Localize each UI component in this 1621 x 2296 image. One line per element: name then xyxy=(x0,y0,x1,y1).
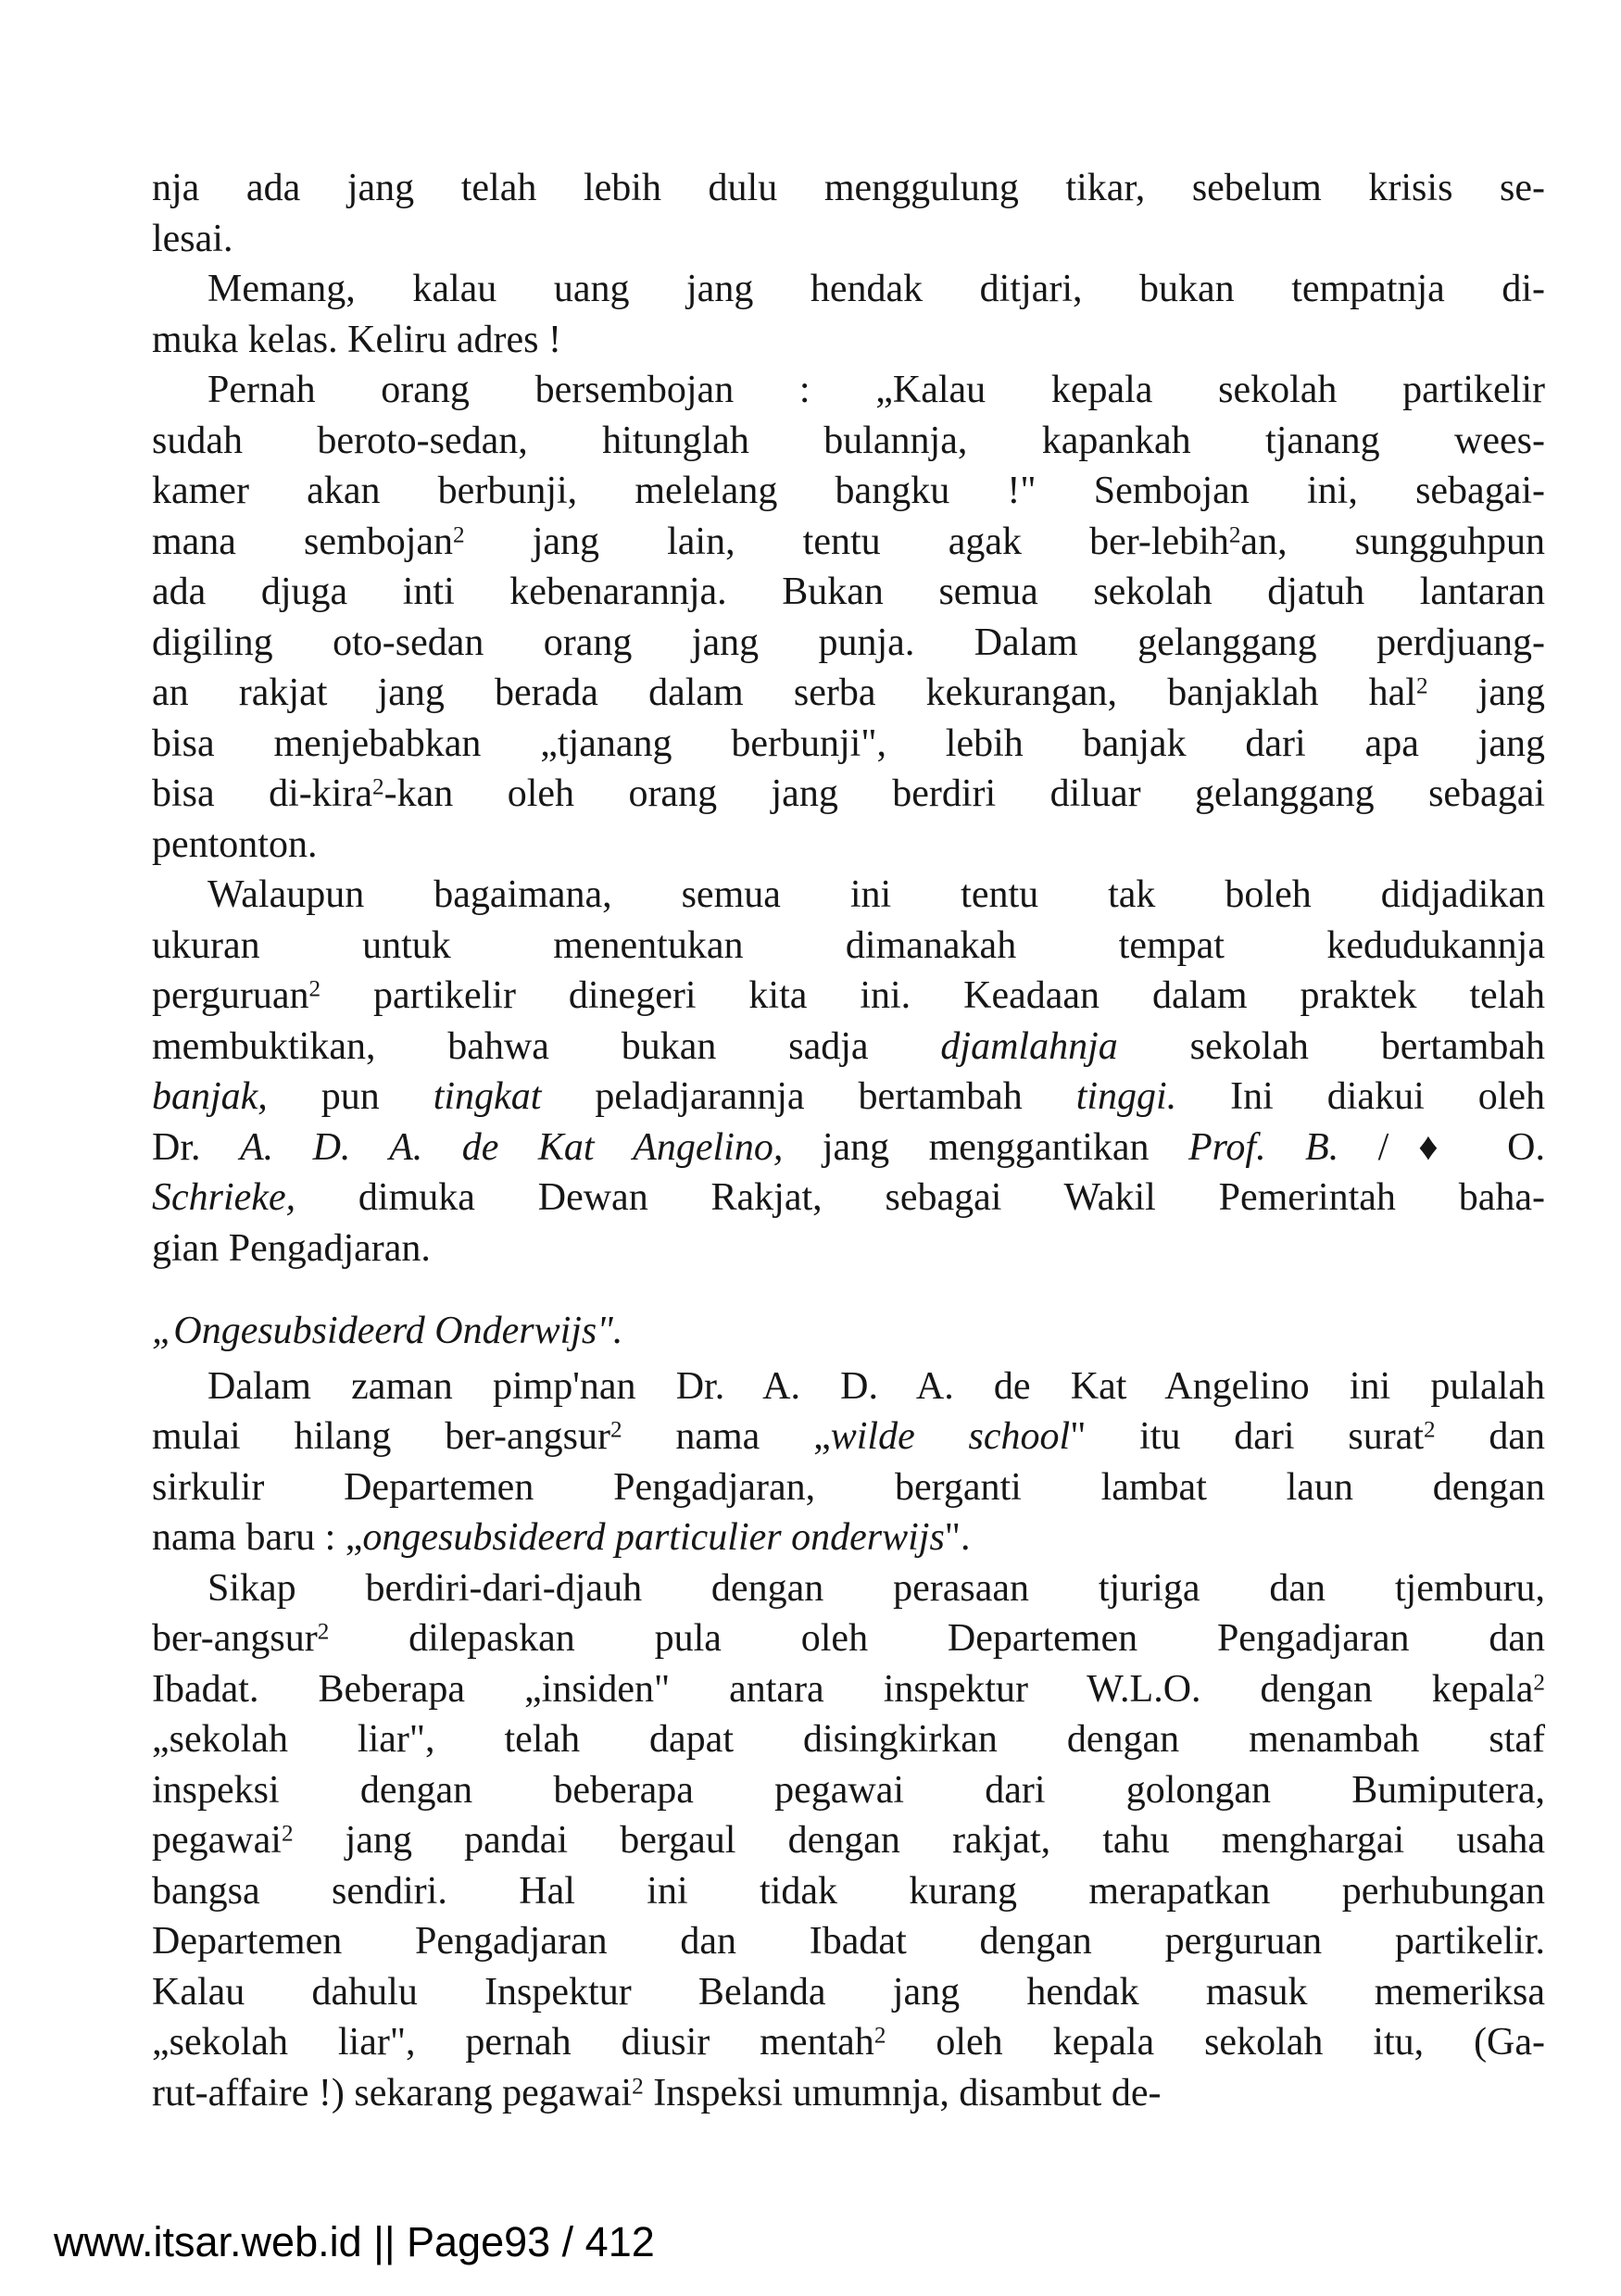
paragraph xyxy=(152,870,1545,1273)
text-line: digiling oto-sedan orang jang punja. Dalam gelanggang perdjuang- xyxy=(152,621,1545,664)
paragraph xyxy=(152,365,1545,870)
text-line: „sekolah liar", telah dapat disingkirkan dengan menambah staf xyxy=(152,1718,1545,1761)
section-heading xyxy=(152,1306,1545,1357)
text-line: bangsa sendiri. Hal ini tidak kurang merapatkan perhubungan xyxy=(152,1869,1545,1913)
paragraph xyxy=(152,1563,1545,2119)
paragraph xyxy=(152,163,1545,264)
text-block xyxy=(152,163,1545,2118)
text-line: ber-angsur$^2$ dilepaskan pula oleh Departemen Pengadjaran dan xyxy=(152,1617,1545,1660)
text-line: membuktikan, bahwa bukan sadja djamlahnja sekolah bertambah xyxy=(152,1024,1546,1068)
text-line: banjak, pun tingkat peladjarannja bertambah tinggi. Ini diakui oleh xyxy=(152,1075,1546,1118)
text-line: mana sembojan$^2$ jang lain, tentu agak ber-lebih$^2$an, sungguhpun xyxy=(152,520,1545,563)
text-line: nama baru : „ongesubsideerd particulier onderwijs". xyxy=(152,1516,971,1559)
text-line: Dr. A. D. A. de Kat Angelino, jang menggantikan Prof. B. /♦ O. xyxy=(152,1125,1545,1169)
text-line: nja ada jang telah lebih dulu menggulung tikar, sebelum krisis se- xyxy=(152,167,1545,209)
paragraph xyxy=(152,264,1545,365)
text-line: gian Pengadjaran. xyxy=(152,1226,431,1270)
text-line: sudah beroto-sedan, hitunglah bulannja, kapankah tjanang wees- xyxy=(152,419,1545,462)
text-line: Pernah orang bersembojan : „Kalau kepala sekolah partikelir xyxy=(207,369,1545,411)
text-line: ada djuga inti kebenarannja. Bukan semua sekolah djatuh lantaran xyxy=(152,571,1545,613)
heading-line: „Ongesubsideerd Onderwijs". xyxy=(152,1310,623,1352)
text-line: inspeksi dengan beberapa pegawai dari golongan Bumiputera, xyxy=(152,1768,1545,1812)
text-line: muka kelas. Keliru adres ! xyxy=(152,318,562,361)
text-line: pentonton. xyxy=(152,822,318,866)
text-line: sirkulir Departemen Pengadjaran, berganti lambat laun dengan xyxy=(152,1465,1545,1509)
text-line: bisa di-kira$^2$-kan oleh orang jang berdiri diluar gelanggang sebagai xyxy=(152,772,1546,815)
text-line: ukuran untuk menentukan dimanakah tempat kedudukannja xyxy=(152,923,1545,967)
text-line: Walaupun bagaimana, semua ini tentu tak boleh didjadikan xyxy=(207,873,1545,916)
page-footer xyxy=(54,2219,655,2265)
text-line: Dalam zaman pimp'nan Dr. A. D. A. de Kat Angelino ini pulalah xyxy=(207,1364,1545,1408)
text-line: pegawai$^2$ jang pandai bergaul dengan rakjat, tahu menghargai usaha xyxy=(152,1819,1545,1862)
text-line: mulai hilang ber-angsur$^2$ nama „wilde school" itu dari surat$^2$ dan xyxy=(152,1415,1546,1458)
paragraph xyxy=(152,1361,1545,1563)
footer-text: www.itsar.web.id || Page93 / 412 xyxy=(54,2218,655,2265)
text-line: perguruan$^2$ partikelir dinegeri kita ini. Keadaan dalam praktek telah xyxy=(152,974,1545,1017)
text-line: Departemen Pengadjaran dan Ibadat dengan perguruan partikelir. xyxy=(152,1920,1545,1963)
text-line: Kalau dahulu Inspektur Belanda jang hendak masuk memeriksa xyxy=(152,1970,1545,2014)
text-line: Sikap berdiri-dari-djauh dengan perasaan tjuriga dan tjemburu, xyxy=(207,1566,1545,1610)
text-line: lesai. xyxy=(152,217,233,260)
text-line: bisa menjebabkan „tjanang berbunji", lebih banjak dari apa jang xyxy=(152,721,1545,765)
text-line: Ibadat. Beberapa „insiden" antara inspektur W.L.O. dengan kepala$^2$ xyxy=(152,1667,1545,1711)
text-line: Schrieke, dimuka Dewan Rakjat, sebagai Wakil Pemerintah baha- xyxy=(152,1176,1545,1219)
text-line: kamer akan berbunji, melelang bangku !" Sembojan ini, sebagai- xyxy=(152,470,1545,512)
text-line: an rakjat jang berada dalam serba kekurangan, banjaklah hal$^2$ jang xyxy=(152,671,1545,714)
text-line: „sekolah liar", pernah diusir mentah$^2$ oleh kepala sekolah itu, (Ga- xyxy=(152,2021,1546,2064)
text-line: Memang, kalau uang jang hendak ditjari, bukan tempatnja di- xyxy=(207,268,1545,310)
text-line: rut-affaire !) sekarang pegawai$^2$ Inspeksi umumnja, disambut de- xyxy=(152,2071,1162,2114)
